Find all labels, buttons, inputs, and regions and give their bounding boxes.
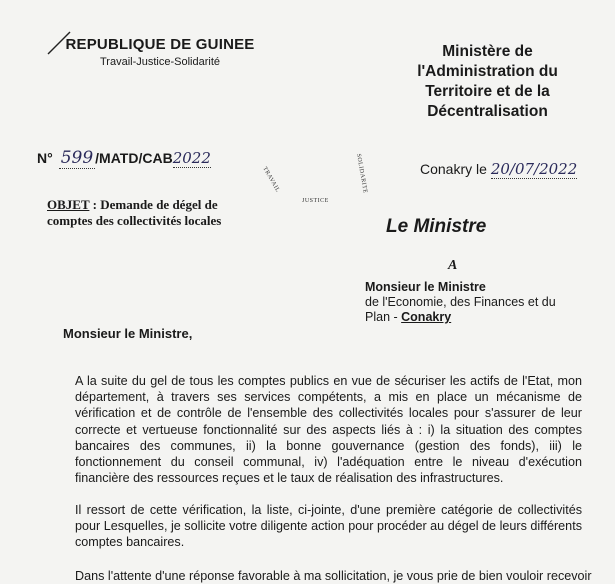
recipient-a: A [448,258,458,273]
body-paragraph-2: Il ressort de cette vérification, la liste, ci-jointe, d'une première catégorie de collectivités pour Lesquelles, je sollicite votre diligente action pour procéder au dégel de leurs différents comptes bancaires. [75,503,582,550]
salutation: Monsieur le Ministre, [63,326,193,341]
letter-subject: OBJET : Demande de dégel de comptes des collectivités locales [47,197,277,229]
letterhead-left [50,36,270,68]
ministry-line-3: Territoire et de la [425,83,550,100]
seal-left-word: TRAVAIL [261,166,281,194]
reference-year: 2022 [172,149,211,167]
pen-strike-mark [44,28,74,58]
seal-bottom-word: JUSTICE [302,198,329,204]
reference-number [37,148,211,168]
place-date [420,160,577,178]
recipient-name: Monsieur le Ministre [365,280,486,294]
recipient-address [365,280,605,325]
country-name: REPUBLIQUE DE GUINEE [65,36,255,53]
national-motto: Travail-Justice-Solidarité [99,56,221,68]
body-paragraph-1: A la suite du gel de tous les comptes publics en vue de sécuriser les actifs de l'Etat, mon département, à travers ses services compétents, a mis en place un mécanisme de vérification et de contrôle de l'ensemble des collectivités locales pour s'assurer de leur correcte et vertueuse fonctionnalité sur des aspects liés à : i) la situation des comptes bancaires des communes, ii) la bonne gouvernance (gestion des fonds), iii) le fonctionnement du conseil communal, iv) l'adéquation entre le niveau d'exécution financière des ressources reçues et le taux de réalisation des infrastructures. [75,374,582,486]
subject-line-2: comptes des collectivités locales [47,213,222,228]
reference-handwritten-number: 599 [60,148,94,168]
place-label: Conakry le [420,161,487,177]
reference-prefix: N° [37,150,53,166]
reference-suffix: /MATD/CAB [95,150,173,166]
subject-line-1: Demande de dégel de [100,197,218,212]
handwritten-date: 20/07/2022 [490,160,578,178]
recipient-line-3: Plan - [365,310,402,324]
recipient-line-2: de l'Economie, des Finances et du [365,295,556,309]
letterhead-right [400,42,575,122]
recipient-city: Conakry [401,310,452,324]
ministry-line-2: l'Administration du [417,63,558,80]
sender-title: Le Ministre [386,216,487,237]
ministry-line-4: Décentralisation [427,103,548,120]
ministry-line-1: Ministère de [442,43,533,60]
body-paragraph-3: Dans l'attente d'une réponse favorable à ma sollicitation, je vous prie de bien vouloir recevoir [75,569,592,583]
seal-right-word: SOLIDARITE [355,153,368,195]
subject-label: OBJET [47,197,90,212]
